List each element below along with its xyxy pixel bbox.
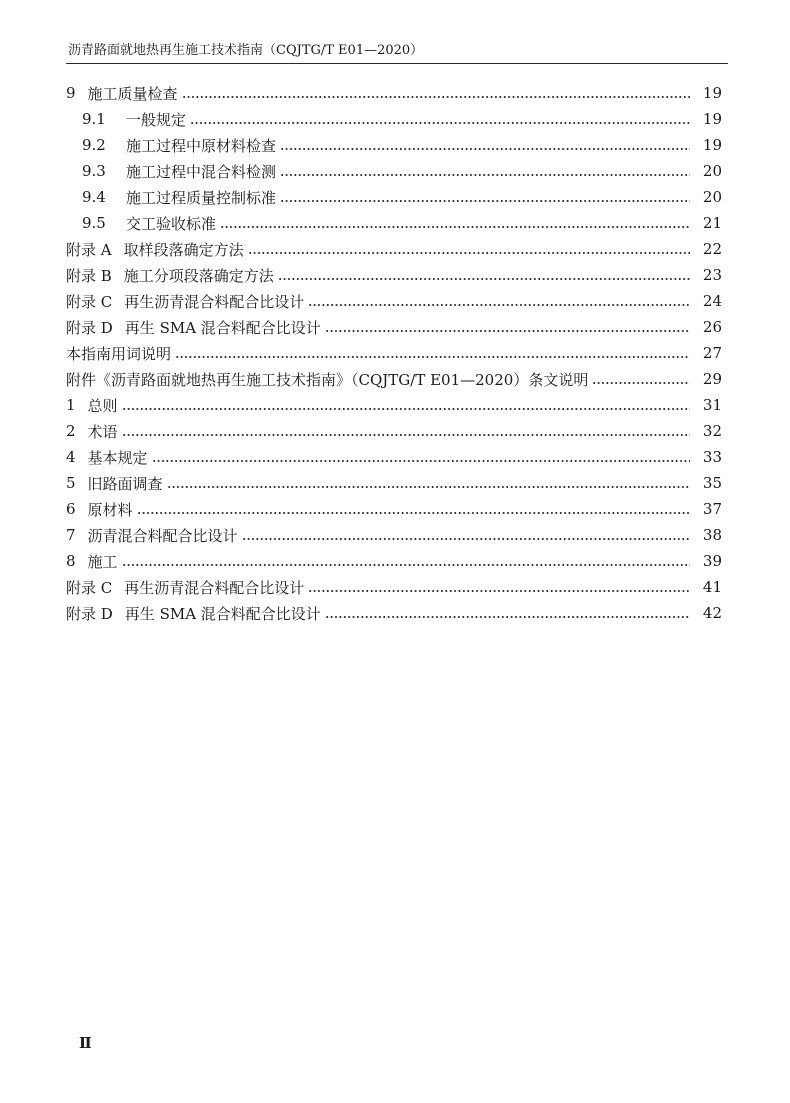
toc-entry-page: 39 (702, 552, 722, 570)
toc-entry-title: 再生沥青混合料配合比设计 (124, 578, 305, 597)
toc-entry-number: 9 (66, 84, 76, 102)
toc-entry[interactable] (66, 236, 722, 262)
toc-entry-number: 附录 C (66, 578, 113, 597)
toc-entry-number: 9.1 (82, 110, 106, 128)
running-header: 沥青路面就地热再生施工技术指南（CQJTG/T E01—2020） (68, 43, 424, 58)
toc-entry-number: 附录 C (66, 292, 113, 311)
toc-entry[interactable] (66, 444, 722, 470)
toc-entry-title: 施工过程中混合料检测 (126, 162, 277, 181)
toc-entry-page: 33 (702, 448, 722, 466)
toc-entry-number: 8 (66, 552, 76, 570)
toc-leader-dots (325, 616, 690, 618)
toc-entry-page: 20 (702, 162, 722, 180)
toc-entry-page: 26 (702, 318, 722, 336)
toc-entry[interactable] (66, 574, 722, 600)
toc-entry-page: 38 (702, 526, 722, 544)
toc-entry-number: 附录 D (66, 318, 113, 337)
toc-entry[interactable] (66, 106, 722, 132)
toc-entry-page: 21 (702, 214, 722, 232)
toc-leader-dots (592, 382, 690, 384)
toc-entry-number: 附录 B (66, 266, 112, 285)
toc-leader-dots (308, 304, 690, 306)
toc-entry-number: 4 (66, 448, 76, 466)
toc-entry[interactable] (66, 366, 722, 392)
toc-leader-dots (280, 174, 690, 176)
toc-entry[interactable] (66, 184, 722, 210)
toc-entry-title: 旧路面调查 (87, 474, 163, 493)
toc-entry-page: 37 (702, 500, 722, 518)
toc-entry[interactable] (66, 600, 722, 626)
toc-entry-number: 9.5 (82, 214, 106, 232)
header-rule (66, 63, 728, 64)
toc-leader-dots (280, 148, 690, 150)
toc-entry[interactable] (66, 418, 722, 444)
toc-entry-title: 施工质量检查 (87, 84, 178, 103)
toc-leader-dots (122, 434, 690, 436)
toc-entry-title: 一般规定 (126, 110, 187, 129)
toc-entry-title: 再生沥青混合料配合比设计 (124, 292, 305, 311)
toc-entry-title: 沥青混合料配合比设计 (87, 526, 238, 545)
toc-entry-title: 基本规定 (87, 448, 148, 467)
toc-entry[interactable] (66, 314, 722, 340)
toc-entry-title: 施工 (87, 552, 118, 571)
toc-entry[interactable] (66, 522, 722, 548)
toc-entry-page: 24 (702, 292, 722, 310)
toc-entry-page: 41 (702, 578, 722, 596)
toc-entry[interactable] (66, 392, 722, 418)
page-number: Ⅱ (79, 1034, 92, 1052)
toc-entry-number: 附录 A (66, 240, 112, 259)
toc-entry-page: 19 (702, 136, 722, 154)
toc-entry-page: 29 (702, 370, 722, 388)
toc-leader-dots (167, 486, 690, 488)
toc-entry-page: 19 (702, 110, 722, 128)
toc-entry-number: 附录 D (66, 604, 113, 623)
toc-entry-number: 9.4 (82, 188, 106, 206)
toc-leader-dots (137, 512, 690, 514)
toc-leader-dots (122, 408, 690, 410)
table-of-contents (66, 80, 722, 626)
toc-leader-dots (325, 330, 690, 332)
toc-entry-title: 施工过程中原材料检查 (126, 136, 277, 155)
toc-entry-number: 2 (66, 422, 76, 440)
toc-entry-page: 42 (702, 604, 722, 622)
toc-entry-title: 施工分项段落确定方法 (123, 266, 274, 285)
toc-entry[interactable] (66, 158, 722, 184)
toc-entry-title: 原材料 (87, 500, 133, 519)
toc-entry[interactable] (66, 340, 722, 366)
toc-entry-page: 19 (702, 84, 722, 102)
toc-entry-page: 27 (702, 344, 722, 362)
toc-entry-page: 31 (702, 396, 722, 414)
toc-entry-title: 总则 (87, 396, 118, 415)
toc-entry[interactable] (66, 496, 722, 522)
toc-leader-dots (308, 590, 690, 592)
toc-leader-dots (190, 122, 690, 124)
toc-entry-title: 取样段落确定方法 (123, 240, 244, 259)
toc-entry-page: 22 (702, 240, 722, 258)
toc-entry[interactable] (66, 470, 722, 496)
toc-entry-page: 20 (702, 188, 722, 206)
toc-leader-dots (242, 538, 690, 540)
toc-entry[interactable] (66, 288, 722, 314)
toc-entry-number: 7 (66, 526, 76, 544)
toc-entry-page: 23 (702, 266, 722, 284)
toc-entry[interactable] (66, 262, 722, 288)
toc-leader-dots (175, 356, 690, 358)
toc-entry-number: 5 (66, 474, 76, 492)
toc-leader-dots (122, 564, 690, 566)
toc-leader-dots (278, 278, 690, 280)
toc-entry-page: 35 (702, 474, 722, 492)
toc-entry-title: 交工验收标准 (126, 214, 217, 233)
toc-entry-title: 再生 SMA 混合料配合比设计 (124, 318, 321, 337)
toc-leader-dots (220, 226, 690, 228)
toc-entry-title: 再生 SMA 混合料配合比设计 (124, 604, 321, 623)
toc-entry-page: 32 (702, 422, 722, 440)
toc-entry-number: 9.3 (82, 162, 106, 180)
toc-entry[interactable] (66, 548, 722, 574)
toc-entry-number: 1 (66, 396, 76, 414)
toc-entry-title: 本指南用词说明 (66, 344, 172, 363)
toc-entry-title: 附件《沥青路面就地热再生施工技术指南》（CQJTG/T E01—2020）条文说明 (66, 370, 589, 389)
toc-leader-dots (152, 460, 690, 462)
toc-entry[interactable] (66, 132, 722, 158)
toc-leader-dots (182, 96, 690, 98)
toc-entry-number: 9.2 (82, 136, 106, 154)
toc-entry[interactable] (66, 80, 722, 106)
toc-entry-number: 6 (66, 500, 76, 518)
toc-entry-title: 施工过程质量控制标准 (126, 188, 277, 207)
toc-leader-dots (280, 200, 690, 202)
toc-entry-title: 术语 (87, 422, 118, 441)
toc-entry[interactable] (66, 210, 722, 236)
toc-leader-dots (248, 252, 690, 254)
